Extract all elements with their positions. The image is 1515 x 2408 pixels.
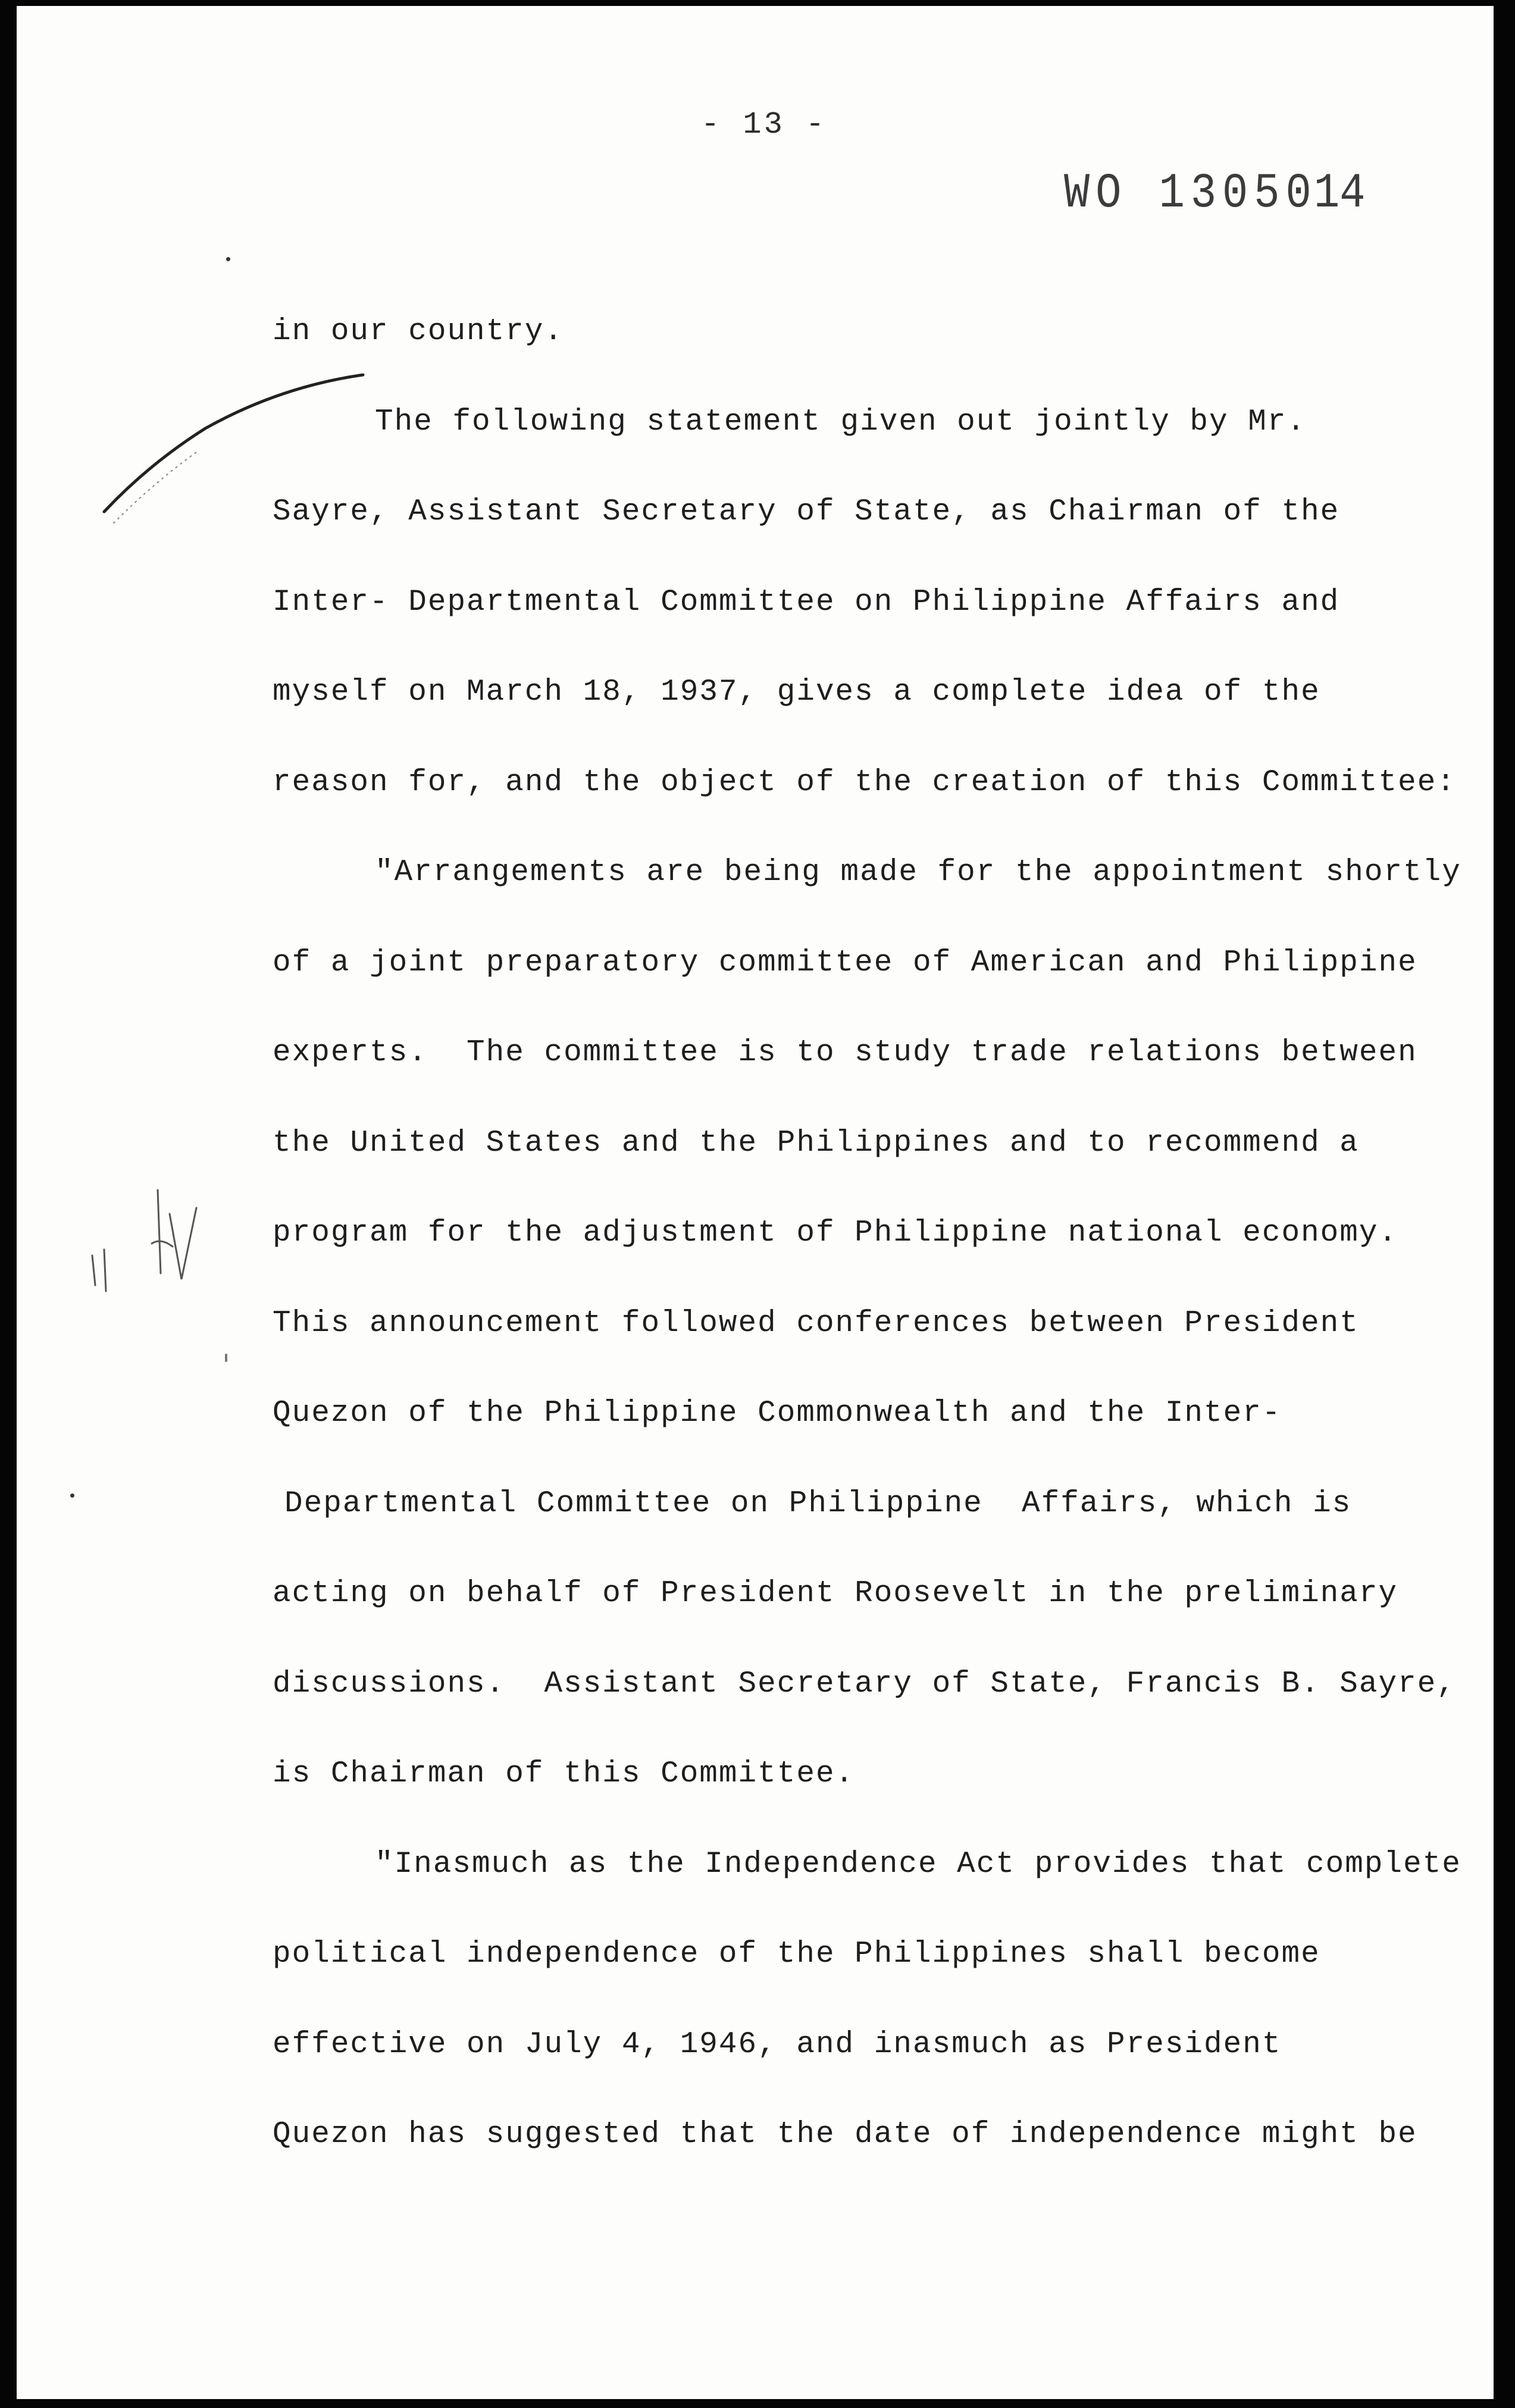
speck-mark xyxy=(225,1354,227,1362)
text-line: The following statement given out jointly by Mr. xyxy=(375,405,1307,439)
text-line: experts. The committee is to study trade relations between xyxy=(273,1036,1417,1070)
text-line: Sayre, Assistant Secretary of State, as Chairman of the xyxy=(273,495,1340,529)
document-page xyxy=(17,6,1494,2399)
document-stamp-id: WO 13050 xyxy=(1064,165,1317,222)
text-line: reason for, and the object of the creation of this Committee: xyxy=(273,765,1456,800)
text-line: Departmental Committee on Philippine Affairs, which is xyxy=(284,1486,1352,1521)
text-line: the United States and the Philippines and to recommend a xyxy=(273,1126,1359,1160)
text-line: of a joint preparatory committee of American and Philippine xyxy=(273,945,1417,980)
text-line: political independence of the Philippines shall become xyxy=(273,1937,1320,1971)
text-line: Quezon of the Philippine Commonwealth and the Inter- xyxy=(273,1396,1282,1430)
text-line: "Arrangements are being made for the appointment shortly xyxy=(375,856,1461,890)
text-line: effective on July 4, 1946, and inasmuch as President xyxy=(273,2027,1282,2062)
text-line: This announcement followed conferences between President xyxy=(273,1306,1359,1341)
speck-mark xyxy=(226,257,230,261)
text-line: "Inasmuch as the Independence Act provides that complete xyxy=(375,1847,1461,1881)
text-line: program for the adjustment of Philippine national economy. xyxy=(273,1216,1398,1250)
body-text xyxy=(273,314,1461,2207)
text-line: Quezon has suggested that the date of independence might be xyxy=(273,2118,1417,2152)
text-line: myself on March 18, 1937, gives a complete idea of the xyxy=(273,675,1320,709)
text-line: acting on behalf of President Roosevelt in the preliminary xyxy=(273,1577,1398,1611)
text-line: in our country. xyxy=(273,315,564,349)
text-line: discussions. Assistant Secretary of State, Francis B. Sayre, xyxy=(273,1667,1456,1701)
text-line: Inter- Departmental Committee on Philippine Affairs and xyxy=(273,585,1340,619)
speck-mark xyxy=(70,1493,74,1498)
page-number: - 13 - xyxy=(701,107,827,142)
document-stamp-page: 14 xyxy=(1314,165,1366,222)
text-line: is Chairman of this Committee. xyxy=(273,1757,855,1791)
